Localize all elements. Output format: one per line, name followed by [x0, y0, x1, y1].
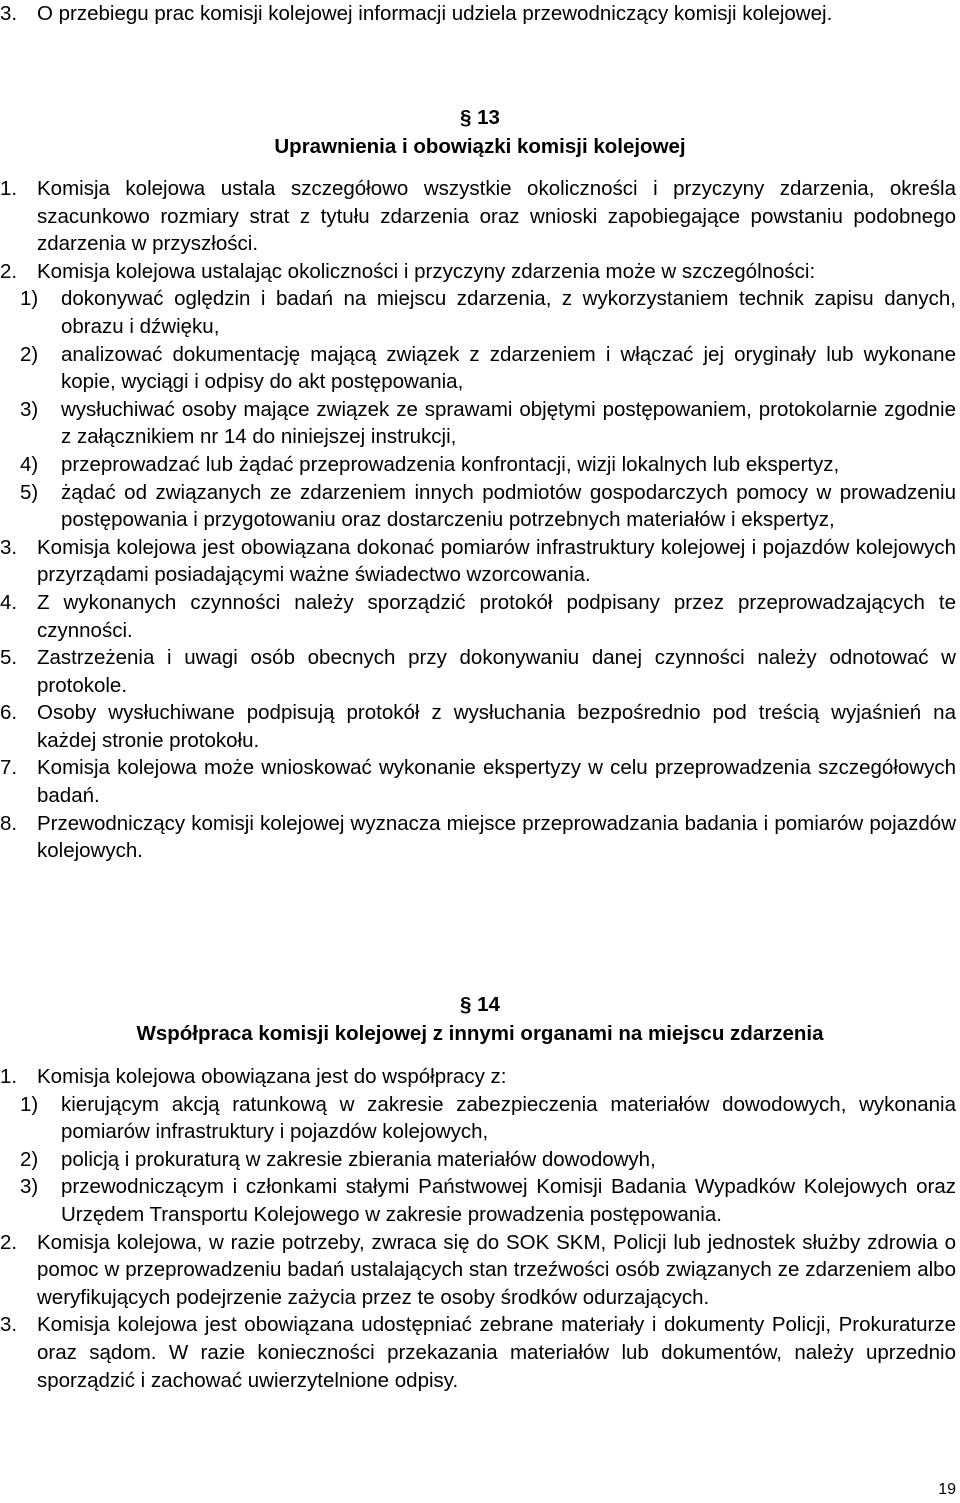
- item-text: przeprowadzać lub żądać przeprowadzenia konfrontacji, wizji lokalnych lub ekspertyz,: [61, 452, 840, 476]
- paragraph-text: O przebiegu prac komisji kolejowej informacji udziela przewodniczący komisji kolejowej.: [37, 2, 833, 25]
- section-14-heading: [0, 990, 960, 1048]
- s13-paragraph-8: [0, 810, 960, 865]
- paragraph-text: Komisja kolejowa, w razie potrzeby, zwraca się do SOK SKM, Policji lub jednostek służby zdrowia o pomoc w przeprowadzeniu badań ustalających stan trzeźwości osób związanych ze zdarzeniem albo weryfikujących podejrzenie zażycia przez te osoby środków odurzających.: [37, 1230, 956, 1309]
- s14-paragraph-3: [0, 1311, 960, 1394]
- item-text: przewodniczącym i członkami stałymi Państwowej Komisji Badania Wypadków Kolejowych oraz Urzędem Transportu Kolejowego w zakresie prowadzenia postępowania.: [61, 1175, 956, 1226]
- item-text: kierującym akcją ratunkową w zakresie zabezpieczenia materiałów dowodowych, wykonania pomiarów infrastruktury i pojazdów kolejowych,: [61, 1092, 956, 1144]
- section-14-number: § 14: [460, 993, 500, 1016]
- paragraph-text: Przewodniczący komisji kolejowej wyznacza miejsce przeprowadzania badania i pomiarów pojazdów kolejowych.: [37, 811, 956, 863]
- paragraph-3-top: [0, 0, 960, 28]
- item-number: 3): [20, 1175, 39, 1199]
- paragraph-number: 1.: [0, 1065, 18, 1088]
- s14-paragraph-2: [0, 1229, 960, 1312]
- s14-p1-item-3: [0, 1173, 960, 1228]
- section-13-title: Uprawnienia i obowiązki komisji kolejowej: [274, 135, 686, 158]
- item-number: 1): [20, 1092, 39, 1116]
- paragraph-text: Komisja kolejowa ustalając okoliczności i przyczyny zdarzenia może w szczególności:: [37, 259, 816, 283]
- paragraph-text: Komisja kolejowa może wnioskować wykonanie ekspertyzy w celu przeprowadzenia szczegółowych badań.: [37, 756, 956, 808]
- item-number: 3): [20, 397, 39, 421]
- section-13-body: [0, 175, 960, 865]
- s13-paragraph-3: [0, 534, 960, 589]
- paragraph-text: Z wykonanych czynności należy sporządzić protokół podpisany przez przeprowadzających te czynności.: [37, 590, 956, 642]
- s13-p2-item-4: [0, 451, 960, 479]
- paragraph-number: 2.: [0, 1230, 18, 1254]
- paragraph-number: 3.: [0, 1313, 18, 1337]
- s13-paragraph-1: [0, 175, 960, 258]
- item-number: 2): [20, 1147, 39, 1171]
- paragraph-text: Komisja kolejowa jest obowiązana udostępniać zebrane materiały i dokumenty Policji, Prokuraturze oraz sądom. W razie konieczności przekazania materiałów lub dokumentów, należy uprzednio sporządzić i zachować uwierzytelnione odpisy.: [37, 1313, 956, 1392]
- s14-p1-item-1: [0, 1091, 960, 1146]
- paragraph-number: 5.: [0, 646, 18, 670]
- s13-p2-item-2: [0, 341, 960, 396]
- paragraph-text: Osoby wysłuchiwane podpisują protokół z wysłuchania bezpośrednio pod treścią wyjaśnień na każdej stronie protokołu.: [37, 701, 956, 752]
- item-number: 2): [20, 342, 39, 366]
- s13-paragraph-5: [0, 644, 960, 699]
- s14-p1-item-2: [0, 1146, 960, 1174]
- paragraph-number: 8.: [0, 811, 18, 835]
- paragraph-number: 2.: [0, 259, 18, 283]
- paragraph-number: 7.: [0, 756, 18, 780]
- section-14-title: Współpraca komisji kolejowej z innymi organami na miejscu zdarzenia: [136, 1022, 824, 1045]
- paragraph-text: Zastrzeżenia i uwagi osób obecnych przy dokonywaniu danej czynności należy odnotować w protokole.: [37, 646, 956, 697]
- item-text: policją i prokuraturą w zakresie zbierania materiałów dowodowyh,: [61, 1147, 656, 1171]
- s13-paragraph-4: [0, 589, 960, 644]
- item-text: analizować dokumentację mającą związek z zdarzeniem i włączać jej oryginały lub wykonane kopie, wyciągi i odpisy do akt postępowania,: [61, 342, 956, 394]
- paragraph-text: Komisja kolejowa ustala szczegółowo wszystkie okoliczności i przyczyny zdarzenia, określa szacunkowo rozmiary strat z tytułu zdarzenia oraz wnioski zapobiegające powstaniu podobnego zdarzenia w przyszłości.: [37, 177, 956, 256]
- s13-paragraph-2: [0, 258, 960, 286]
- item-number: 5): [20, 480, 39, 504]
- s13-p2-item-1: [0, 285, 960, 340]
- paragraph-text: Komisja kolejowa jest obowiązana dokonać pomiarów infrastruktury kolejowej i pojazdów kolejowych przyrządami posiadającymi ważne świadectwo wzorcowania.: [37, 535, 956, 587]
- s13-p2-item-5: [0, 479, 960, 534]
- previous-section-tail: [0, 0, 960, 28]
- paragraph-number: 3.: [0, 2, 18, 25]
- item-number: 1): [20, 287, 39, 311]
- item-text: dokonywać oględzin i badań na miejscu zdarzenia, z wykorzystaniem technik zapisu danych, obrazu i dźwięku,: [61, 287, 956, 338]
- section-14-body: [0, 1063, 960, 1394]
- s13-paragraph-7: [0, 754, 960, 809]
- paragraph-number: 4.: [0, 590, 18, 614]
- item-text: żądać od związanych ze zdarzeniem innych podmiotów gospodarczych pomocy w prowadzeniu postępowania i przygotowaniu oraz dostarczeniu potrzebnych materiałów i ekspertyz,: [61, 480, 956, 532]
- item-number: 4): [20, 452, 39, 476]
- section-13-heading: [0, 103, 960, 161]
- paragraph-text: Komisja kolejowa obowiązana jest do współpracy z:: [37, 1065, 507, 1088]
- section-13-number: § 13: [460, 106, 500, 129]
- paragraph-number: 3.: [0, 535, 18, 559]
- paragraph-number: 1.: [0, 177, 18, 200]
- item-text: wysłuchiwać osoby mające związek ze sprawami objętymi postępowaniem, protokolarnie zgodnie z załącznikiem nr 14 do niniejszej instrukcji,: [61, 397, 956, 449]
- s13-p2-item-3: [0, 396, 960, 451]
- page-number: 19: [938, 1481, 956, 1498]
- s14-paragraph-1: [0, 1063, 960, 1091]
- paragraph-number: 6.: [0, 701, 18, 725]
- s13-paragraph-6: [0, 699, 960, 754]
